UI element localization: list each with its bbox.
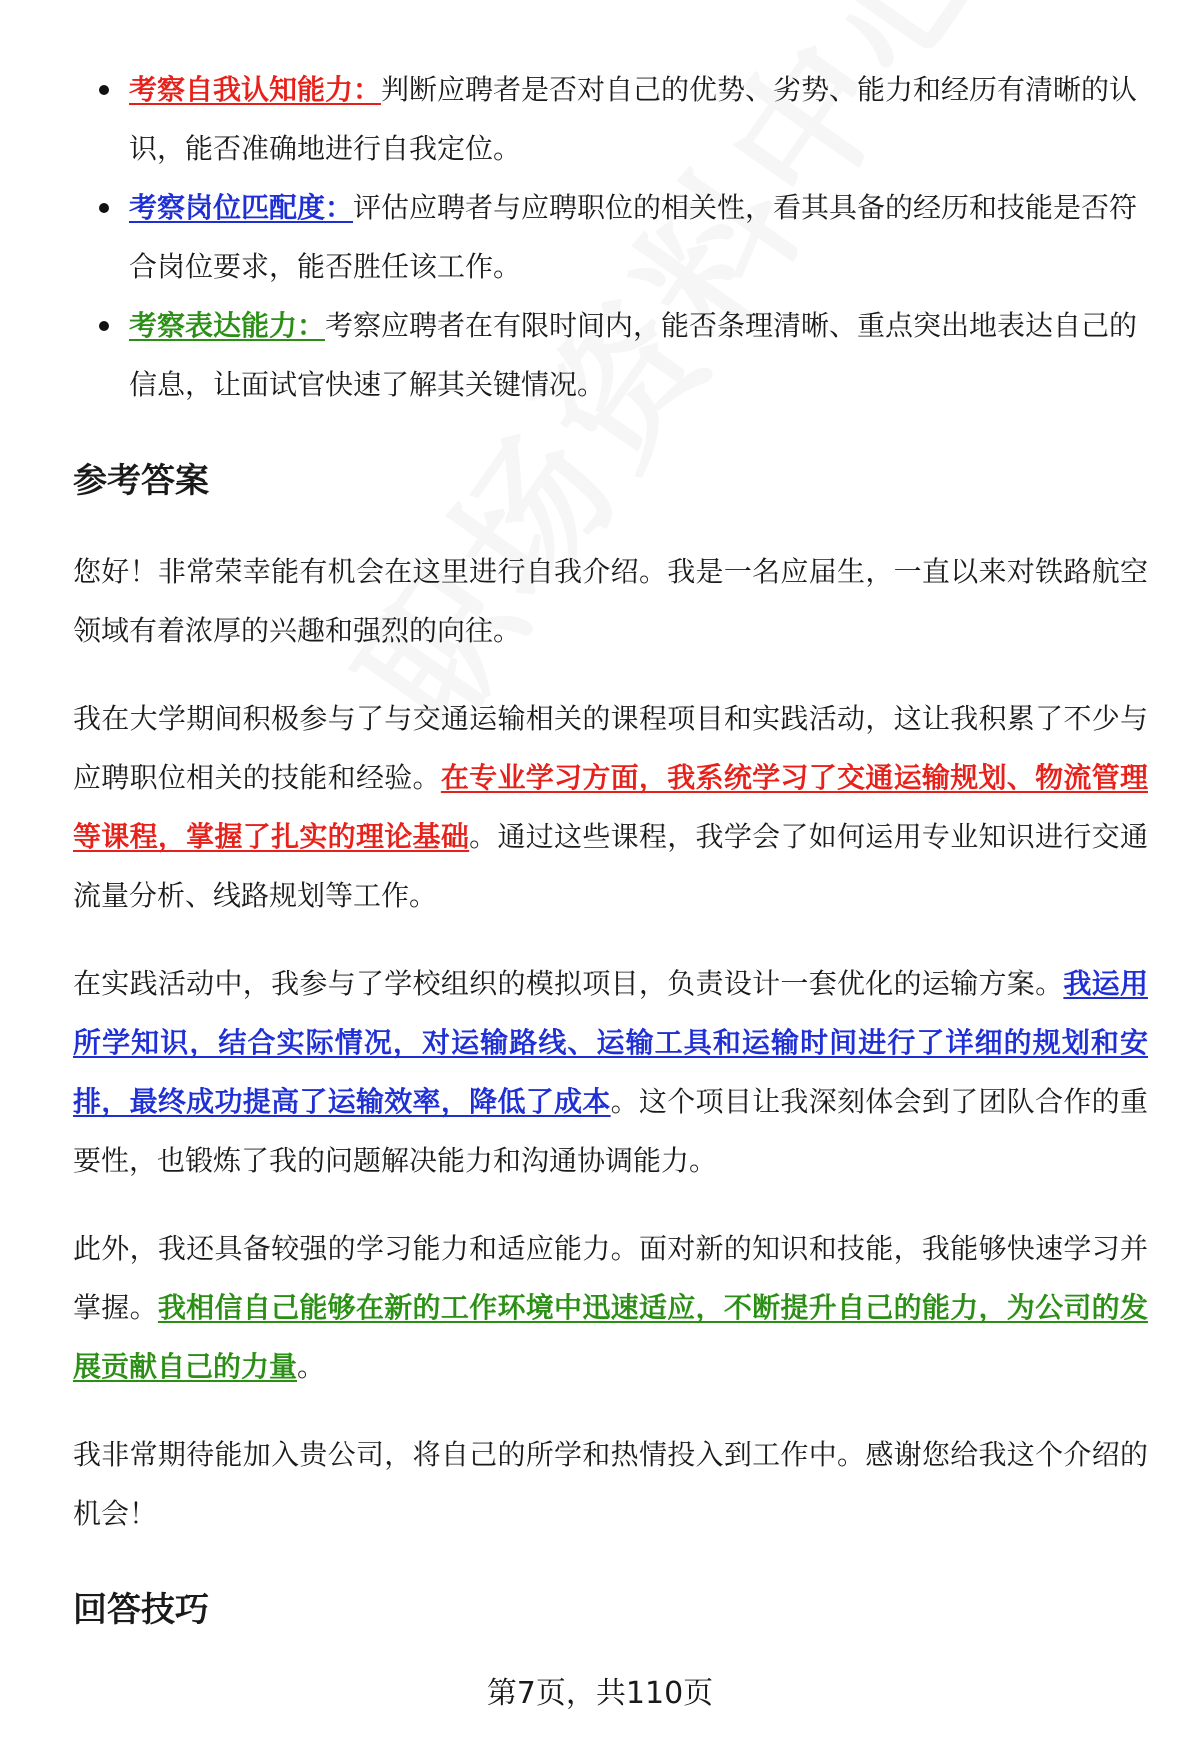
paragraph-text: 此外，我还具备较强的学习能力和适应能力。面对新的知识和技能，我能够快速学习并掌握。 [73, 1232, 1148, 1324]
paragraph-text: 。 [297, 1350, 326, 1383]
list-item [73, 178, 1148, 296]
highlight-text: 我运用所学知识，结合实际情况，对运输路线、运输工具和运输时间进行了详细的规划和安排，最终成功提高了运输效率，降低了成本 [73, 967, 1148, 1118]
answer-paragraph [73, 689, 1148, 925]
criteria-list [73, 60, 1148, 414]
paragraph-text: 您好！非常荣幸能有机会在这里进行自我介绍。我是一名应届生，一直以来对铁路航空领域有着浓厚的兴趣和强烈的向往。 [73, 555, 1148, 647]
criterion-text: 考察应聘者在有限时间内，能否条理清晰、重点突出地表达自己的信息，让面试官快速了解其关键情况。 [129, 309, 1138, 401]
highlight-text: 在专业学习方面，我系统学习了交通运输规划、物流管理等课程，掌握了扎实的理论基础 [73, 761, 1148, 853]
bullet-dot-icon [99, 203, 109, 213]
criterion-text: 评估应聘者与应聘职位的相关性，看其具备的经历和技能是否符合岗位要求，能否胜任该工作。 [129, 191, 1138, 283]
page-footer: 第7页，共110页 [486, 1676, 714, 1711]
document-body [73, 60, 1148, 1671]
criterion-label: 考察自我认知能力： [129, 73, 382, 106]
list-item [73, 296, 1148, 414]
answer-paragraph [73, 954, 1148, 1190]
list-item [73, 60, 1148, 178]
paragraph-text: 。这个项目让我深刻体会到了团队合作的重要性，也锻炼了我的问题解决能力和沟通协调能力。 [73, 1085, 1148, 1177]
paragraph-text: 我非常期待能加入贵公司，将自己的所学和热情投入到工作中。感谢您给我这个介绍的机会！ [73, 1438, 1148, 1530]
section-heading-answer: 参考答案 [73, 461, 209, 501]
answer-paragraph [73, 1219, 1148, 1396]
bullet-dot-icon [99, 321, 109, 331]
paragraph-text: 在实践活动中，我参与了学校组织的模拟项目，负责设计一套优化的运输方案。 [73, 967, 1064, 1000]
answer-paragraph [73, 1425, 1148, 1543]
paragraph-text: 。通过这些课程，我学会了如何运用专业知识进行交通流量分析、线路规划等工作。 [73, 820, 1148, 912]
highlight-text: 我相信自己能够在新的工作环境中迅速适应，不断提升自己的能力，为公司的发展贡献自己的力量 [73, 1291, 1148, 1383]
paragraph-text: 我在大学期间积极参与了与交通运输相关的课程项目和实践活动，这让我积累了不少与应聘职位相关的技能和经验。 [73, 702, 1148, 794]
bullet-dot-icon [99, 85, 109, 95]
answer-paragraph [73, 542, 1148, 660]
section-heading-tips: 回答技巧 [73, 1590, 209, 1630]
criterion-label: 考察表达能力： [129, 309, 326, 342]
criterion-text: 判断应聘者是否对自己的优势、劣势、能力和经历有清晰的认识，能否准确地进行自我定位。 [129, 73, 1138, 165]
criterion-label: 考察岗位匹配度： [129, 191, 354, 224]
